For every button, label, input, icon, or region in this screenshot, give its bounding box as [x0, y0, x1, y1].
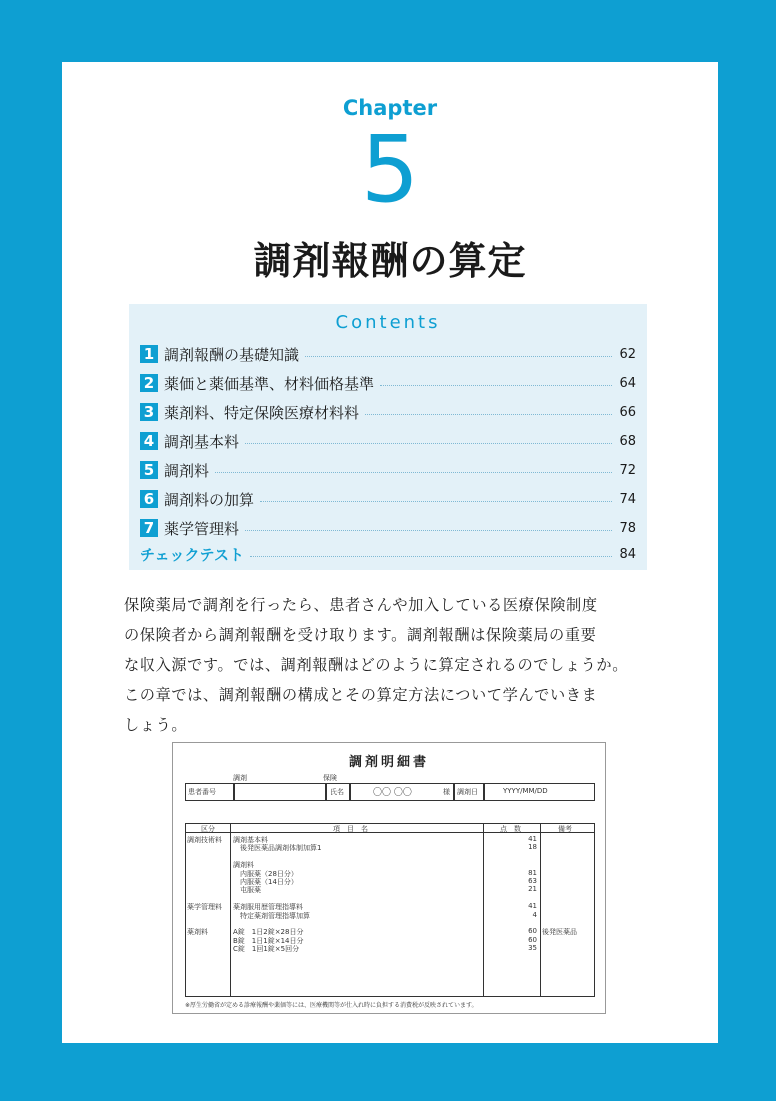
toc-item[interactable] — [140, 459, 636, 481]
divider — [233, 783, 235, 801]
receipt-cell-item: A錠 1日2錠×28日分 — [233, 928, 304, 937]
toc-page: 84 — [619, 546, 636, 562]
chapter-title: 調剤報酬の算定 — [253, 239, 527, 283]
toc-leader — [380, 385, 612, 386]
intro-paragraph — [124, 590, 664, 740]
receipt-name-value: 〇〇 〇〇 — [373, 788, 412, 798]
receipt-cell-item: 後発医薬品調剤体制加算1 — [233, 844, 322, 853]
divider — [540, 823, 541, 997]
receipt-cell-points: 21 — [528, 885, 537, 894]
receipt-cell-kubun: 薬学管理料 — [187, 903, 222, 912]
toc-page: 68 — [619, 433, 636, 449]
toc-number: 5 — [140, 461, 158, 479]
toc-label: チェックテスト — [140, 545, 244, 564]
toc-page: 72 — [619, 462, 636, 478]
receipt-patient-no-label: 患者番号 — [188, 788, 216, 796]
toc-label: 調剤料 — [164, 461, 210, 480]
receipt-cell-item: 調剤基本料 — [233, 836, 268, 844]
toc-label: 調剤基本料 — [164, 432, 240, 451]
chapter-number: 5 — [360, 116, 420, 223]
toc-leader — [305, 356, 612, 357]
receipt-sama: 様 — [443, 788, 450, 796]
toc-page: 64 — [619, 375, 636, 391]
toc-leader — [215, 472, 612, 473]
toc-number: 3 — [140, 403, 158, 421]
receipt-cell-points: 60 — [528, 927, 537, 936]
toc-leader — [245, 443, 612, 444]
receipt-image — [172, 742, 606, 1014]
receipt-cell-item: C錠 1回1錠×5回分 — [233, 945, 300, 954]
toc-page: 74 — [619, 491, 636, 507]
receipt-cell-points: 4 — [532, 910, 537, 919]
divider — [483, 823, 484, 997]
toc-page: 66 — [619, 404, 636, 420]
intro-line: しょう。 — [124, 716, 188, 734]
receipt-cell-item: 特定薬剤管理指導加算 — [233, 911, 310, 920]
receipt-cell-item: 屯服薬 — [233, 886, 261, 895]
divider — [230, 823, 231, 997]
receipt-title: 調剤明細書 — [348, 755, 429, 770]
toc-number: 7 — [140, 519, 158, 537]
receipt-cell-points: 41 — [528, 902, 537, 911]
toc-item[interactable] — [140, 488, 636, 510]
toc-number: 4 — [140, 432, 158, 450]
intro-line: な収入源です。では、調剤報酬はどのように算定されるのでしょうか。 — [124, 656, 628, 674]
divider — [349, 783, 351, 801]
chapter-label: Chapter — [342, 96, 438, 120]
divider — [185, 832, 595, 833]
receipt-date-value: YYYY/MM/DD — [503, 787, 548, 795]
intro-line: この章では、調剤報酬の構成とその算定方法について学んでいきま — [124, 686, 598, 704]
toc-leader — [245, 530, 612, 531]
receipt-cell-kubun: 調剤技術料 — [187, 836, 222, 844]
receipt-date-label: 調剤日 — [457, 788, 478, 796]
receipt-cell-item: 薬剤服用歴管理指導料 — [233, 903, 303, 912]
toc-leader — [250, 556, 612, 557]
contents-box — [129, 304, 647, 570]
toc-item[interactable] — [140, 430, 636, 452]
toc-leader — [365, 414, 612, 415]
toc-item[interactable] — [140, 517, 636, 539]
toc-item[interactable] — [140, 401, 636, 423]
page — [62, 62, 718, 1043]
receipt-cell-item: 内服薬（14日分） — [233, 878, 298, 886]
receipt-cell-points: 18 — [528, 843, 537, 852]
receipt-cell-kubun: 薬剤料 — [187, 928, 208, 937]
toc-page: 62 — [619, 346, 636, 362]
toc-label: 薬価と薬価基準、材料価格基準 — [164, 374, 375, 393]
contents-heading: Contents — [335, 312, 441, 333]
receipt-cell-item: 内服薬（28日分） — [233, 869, 298, 878]
receipt-col-kubun: 区分 — [201, 825, 215, 833]
receipt-cell-points: 63 — [528, 877, 537, 885]
toc-label: 薬剤料、特定保険医療材料料 — [164, 403, 360, 422]
receipt-sub-label: 調剤 — [233, 774, 247, 782]
divider — [325, 783, 327, 801]
toc-number: 2 — [140, 374, 158, 392]
receipt-cell-points: 60 — [528, 935, 537, 944]
toc-label: 調剤料の加算 — [164, 490, 255, 509]
toc-label: 調剤報酬の基礎知識 — [164, 345, 300, 364]
toc-number: 1 — [140, 345, 158, 363]
toc-item-check-test[interactable] — [140, 543, 636, 565]
receipt-cell-remarks: 後発医薬品 — [542, 928, 577, 937]
divider — [453, 783, 455, 801]
toc-item[interactable] — [140, 343, 636, 365]
toc-number: 6 — [140, 490, 158, 508]
receipt-col-remarks: 備考 — [558, 825, 572, 833]
divider — [483, 783, 485, 801]
intro-line: の保険者から調剤報酬を受け取ります。調剤報酬は保険薬局の重要 — [124, 626, 597, 644]
receipt-col-item: 項 目 名 — [333, 825, 368, 833]
receipt-cell-points: 35 — [528, 944, 537, 953]
toc-label: 薬学管理料 — [164, 519, 240, 538]
toc-page: 78 — [619, 520, 636, 536]
receipt-cell-points: 81 — [528, 868, 537, 877]
receipt-cell-item: 調剤料 — [233, 861, 254, 870]
intro-line: 保険薬局で調剤を行ったら、患者さんや加入している医療保険制度 — [124, 596, 598, 614]
receipt-footnote: ※厚生労働省が定める診療報酬や薬価等には、医療機関等が仕入れ時に負担する消費税が反映されています。 — [185, 1002, 478, 1009]
receipt-sub-label: 保険 — [323, 774, 337, 782]
toc-item[interactable] — [140, 372, 636, 394]
toc-leader — [260, 501, 612, 502]
receipt-name-label: 氏名 — [330, 788, 344, 796]
receipt-col-points: 点 数 — [500, 825, 521, 833]
receipt-cell-points: 41 — [528, 835, 537, 843]
receipt-cell-item: B錠 1日1錠×14日分 — [233, 936, 304, 945]
